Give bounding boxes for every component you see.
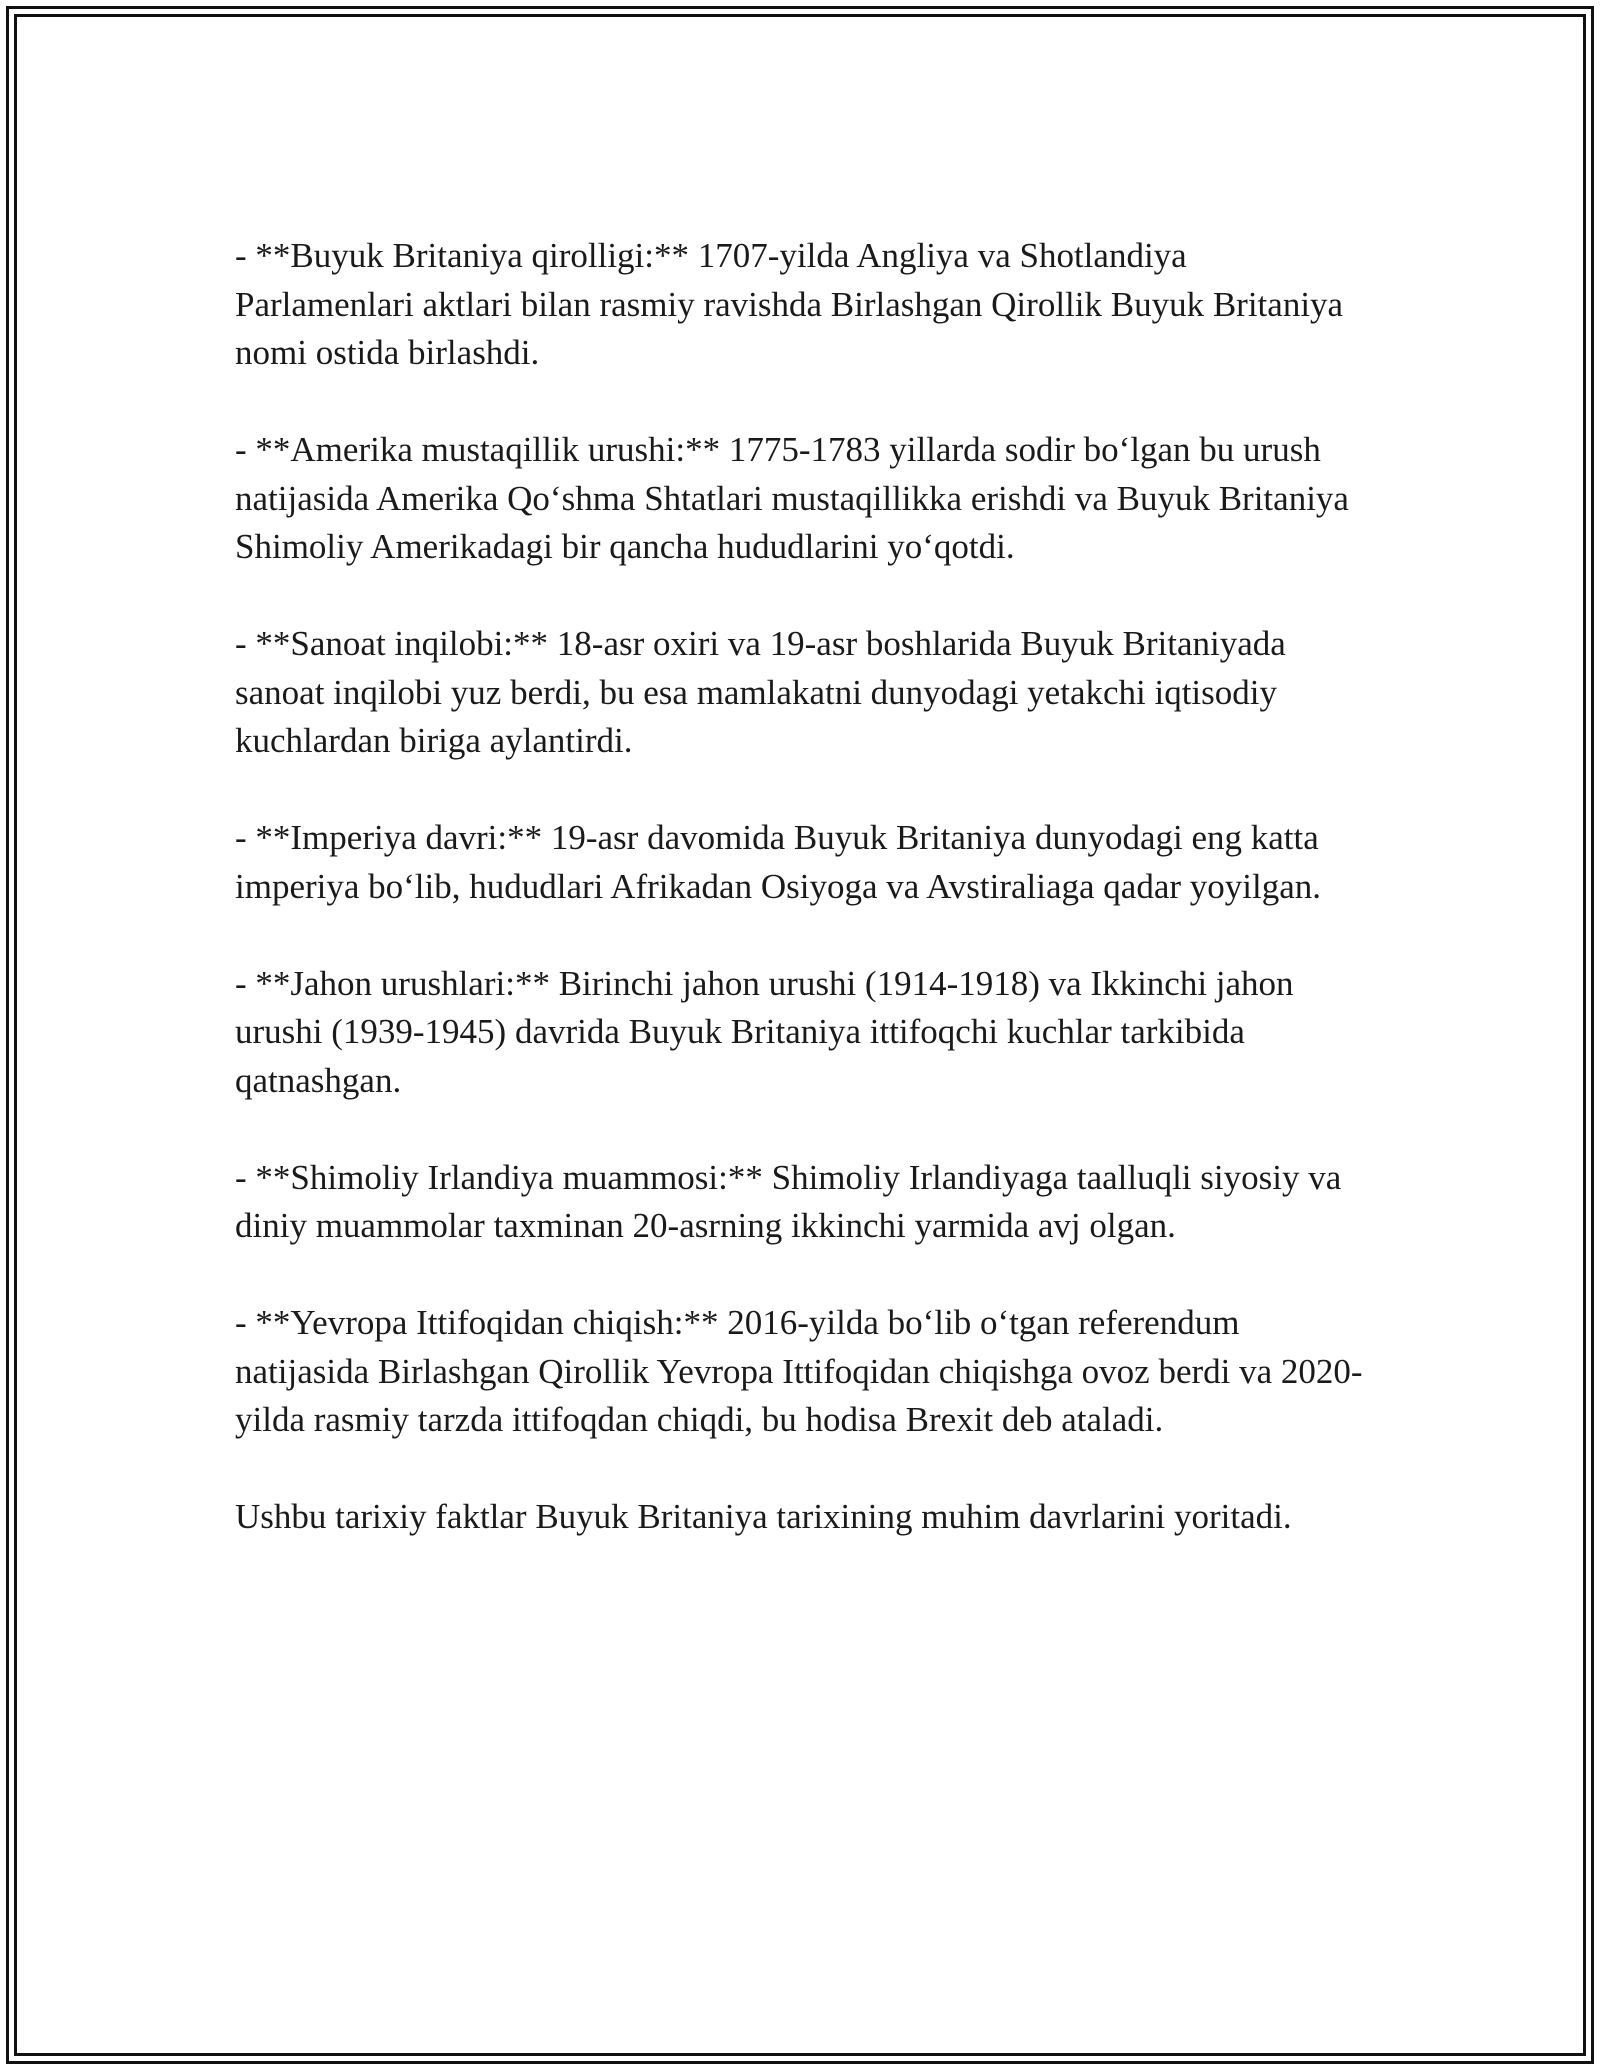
paragraph-sanoat-inqilobi: - **Sanoat inqilobi:** 18-asr oxiri va 19-asr boshlarida Buyuk Britaniyada sanoat inqilobi yuz berdi, bu esa mamlakatni dunyodagi yetakchi iqtisodiy kuchlardan biriga aylantirdi. [235, 624, 1286, 760]
paragraph-conclusion: Ushbu tarixiy faktlar Buyuk Britaniya tarixining muhim davrlarini yoritadi. [235, 1497, 1292, 1536]
paragraph-yevropa-ittifoqidan-chiqish: - **Yevropa Ittifoqidan chiqish:** 2016-yilda bo‘lib o‘tgan referendum natijasida Birlashgan Qirollik Yevropa Ittifoqidan chiqishga ovoz berdi va 2020-yilda rasmiy tarzda ittifoqdan chiqdi, bu hodisa Brexit deb ataladi. [235, 1303, 1363, 1439]
document-body [235, 232, 1365, 1542]
paragraph-shimoliy-irlandiya-muammosi: - **Shimoliy Irlandiya muammosi:** Shimoliy Irlandiyaga taalluqli siyosiy va diniy muammolar taxminan 20-asrning ikkinchi yarmida avj olgan. [235, 1157, 1342, 1245]
paragraph-amerika-mustaqillik-urushi: - **Amerika mustaqillik urushi:** 1775-1783 yillarda sodir bo‘lgan bu urush natijasida Amerika Qo‘shma Shtatlari mustaqillikka erishdi va Buyuk Britaniya Shimoliy Amerikadagi bir qancha hududlarini yo‘qotdi. [235, 430, 1349, 566]
paragraph-buyuk-britaniya-qirolligi: - **Buyuk Britaniya qirolligi:** 1707-yilda Angliya va Shotlandiya Parlamenlari aktlari bilan rasmiy ravishda Birlashgan Qirollik Buyuk Britaniya nomi ostida birlashdi. [235, 236, 1344, 372]
paragraph-jahon-urushlari: - **Jahon urushlari:** Birinchi jahon urushi (1914-1918) va Ikkinchi jahon urushi (1939-1945) davrida Buyuk Britaniya ittifoqchi kuchlar tarkibida qatnashgan. [235, 963, 1294, 1100]
paragraph-imperiya-davri: - **Imperiya davri:** 19-asr davomida Buyuk Britaniya dunyodagi eng katta imperiya bo‘lib, hududlari Afrikadan Osiyoga va Avstiraliaga qadar yoyilgan. [235, 818, 1322, 906]
